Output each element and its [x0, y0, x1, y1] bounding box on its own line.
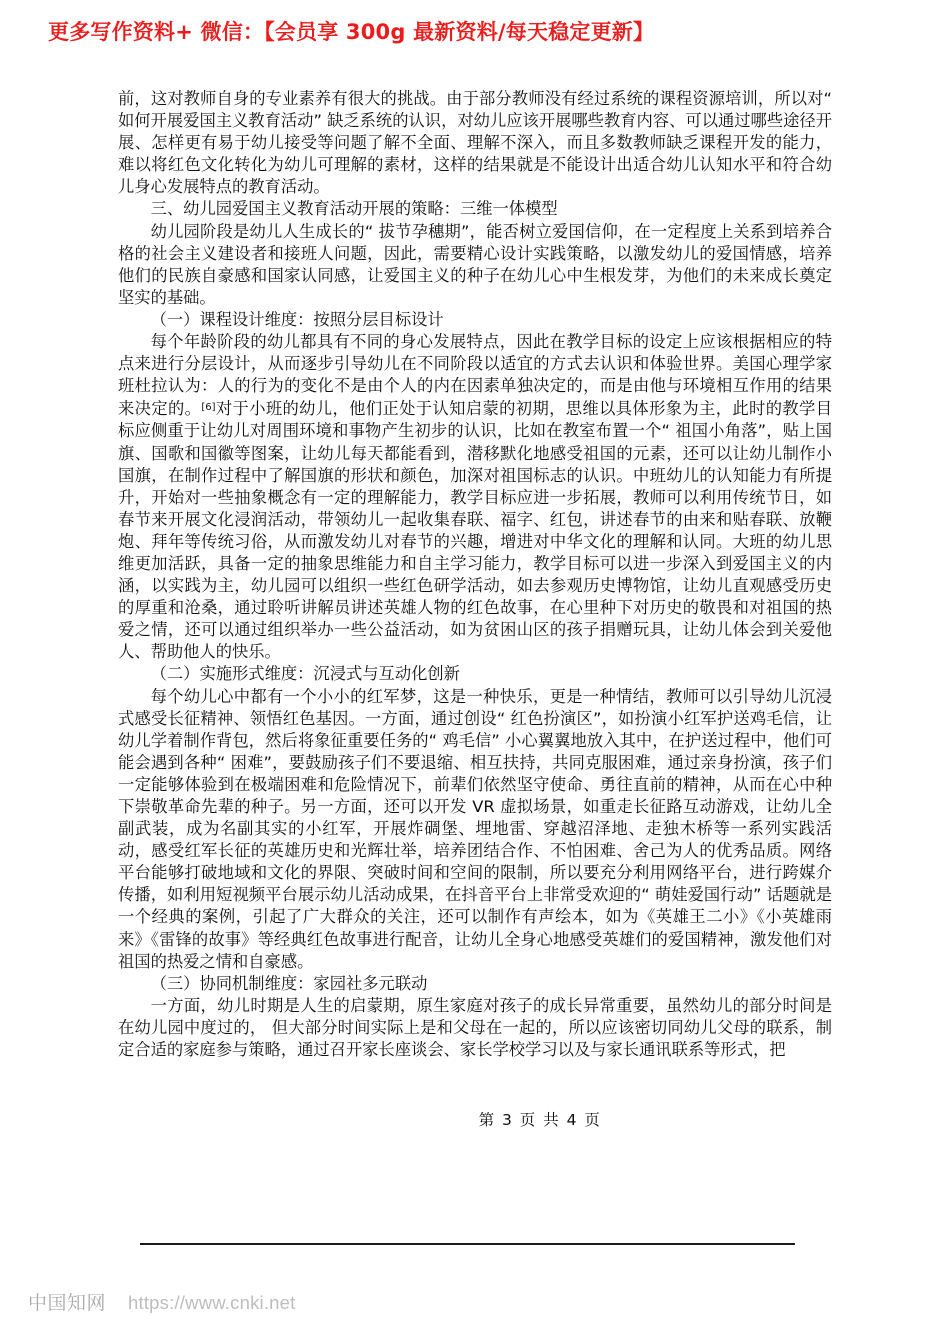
paragraph-implementation-forms: 每个幼儿心中都有一个小小的红军梦，这是一种快乐，更是一种情结，教师可以引导幼儿沉浸式感受长征精神、领悟红色基因。一方面，通过创设“ 红色扮演区”，如扮演小红军护送鸡毛信，让幼儿学着制作背包，然后将象征重要任务的“ 鸡毛信” 小心翼翼地放入其中，在护送过程中，他们可能会遇到各种“ 困难”，要鼓励孩子们不要退缩、相互扶持，共同克服困难，通过亲身扮演，孩子们一定能够体验到在极端困难和危险情况下，前辈们依然坚守使命、勇往直前的精神，从而在心中种下崇敬革命先辈的种子。另一方面，还可以开发 VR 虚拟场景，如重走长征路互动游戏，让幼儿全副武装，成为名副其实的小红军，开展炸碉堡、埋地雷、穿越沼泽地、走独木桥等一系列实践活动，感受红军长征的英雄历史和光辉壮举，培养团结合作、不怕困难、舍己为人的优秀品质。网络平台能够打破地域和文化的界限、突破时间和空间的限制，所以要充分利用网络平台，进行跨媒介传播，如利用短视频平台展示幼儿活动成果，在抖音平台上非常受欢迎的“ 萌娃爱国行动” 话题就是一个经典的案例，引起了广大群众的关注，还可以制作有声绘本，如为《英雄王二小》《小英雄雨来》《雷锋的故事》等经典红色故事进行配音，让幼儿全身心地感受英雄们的爱国精神，激发他们对祖国的热爱之情和自豪感。	[118, 686, 832, 971]
footer-divider	[140, 1243, 795, 1245]
cnki-watermark	[28, 1288, 296, 1315]
page-number: 第 3 页 共 4 页	[478, 1111, 602, 1129]
cnki-url-label: https://www.cnki.net	[128, 1292, 296, 1313]
promo-banner	[48, 14, 908, 48]
promo-banner-text: 更多写作资料+ 微信：【会员享 300g 最新资料/每天稳定更新】	[48, 20, 655, 44]
document-text-body	[118, 88, 832, 1061]
subsection-heading-two: （二）实施形式维度：沉浸式与互动化创新	[150, 664, 460, 684]
subsection-heading-three: （三）协同机制维度：家园社多元联动	[150, 973, 428, 993]
section-heading-three: 三、幼儿园爱国主义教育活动开展的策略：三维一体模型	[150, 199, 558, 219]
paragraph-intro-strategy: 幼儿园阶段是幼儿人生成长的“ 拔节孕穗期”，能否树立爱国信仰，在一定程度上关系到培养合格的社会主义建设者和接班人问题，因此，需要精心设计实践策略，以激发幼儿的爱国情感，培养他们的民族自豪感和国家认同感，让爱国主义的种子在幼儿心中生根发芽，为他们的未来成长奠定坚实的基础。	[118, 221, 832, 307]
citation-marker-6: [6]	[201, 402, 216, 414]
paragraph-curriculum-design	[118, 331, 832, 663]
paragraph-coordination-mechanism: 一方面，幼儿时期是人生的启蒙期，原生家庭对孩子的成长异常重要，虽然幼儿的部分时间是在幼儿园中度过的， 但大部分时间实际上是和父母在一起的，所以应该密切同幼儿父母的联系，制定合适的家庭参与策略，通过召开家长座谈会、家长学校学习以及与家长通讯联系等形式，把	[118, 995, 832, 1060]
paragraph-continuation: 前，这对教师自身的专业素养有很大的挑战。由于部分教师没有经过系统的课程资源培训，所以对“ 如何开展爱国主义教育活动” 缺乏系统的认识，对幼儿应该开展哪些教育内容、可以通过哪些途径开展、怎样更有易于幼儿接受等问题了解不全面、理解不深入，而且多数教师缺乏课程开发的能力，难以将红色文化转化为幼儿可理解的素材，这样的结果就是不能设计出适合幼儿认知水平和符合幼儿身心发展特点的教育活动。	[118, 89, 832, 197]
subsection-heading-one: （一）课程设计维度：按照分层目标设计	[150, 309, 444, 329]
paragraph-text-part-b: 对于小班的幼儿，他们正处于认知启蒙的初期，思维以具体形象为主，此时的教学目标应侧重于让幼儿对周围环境和事物产生初步的认识，比如在教室布置一个“ 祖国小角落”，贴上国旗、国歌和国徽等图案，让幼儿每天都能看到，潜移默化地感受祖国的元素，还可以让幼儿制作小国旗，在制作过程中了解国旗的形状和颜色，加深对祖国标志的认识。中班幼儿的认知能力有所提升，开始对一些抽象概念有一定的理解能力，教学目标应进一步拓展，教师可以利用传统节日，如春节来开展文化浸润活动，带领幼儿一起收集春联、福字、红包，讲述春节的由来和贴春联、放鞭炮、拜年等传统习俗，从而激发幼儿对春节的兴趣，增进对中华文化的理解和认同。大班的幼儿思维更加活跃，具备一定的抽象思维能力和自主学习能力，教学目标可以进一步深入到爱国主义的内涵，以实践为主，幼儿园可以组织一些红色研学活动，如去参观历史博物馆，让幼儿直观感受历史的厚重和沧桑，通过聆听讲解员讲述英雄人物的红色故事，在心里种下对历史的敬畏和对祖国的热爱之情，还可以通过组织举办一些公益活动，如为贫困山区的孩子捐赠玩具，让幼儿体会到关爱他人、帮助他人的快乐。	[118, 399, 832, 662]
paragraph-text-part-a: 每个年龄阶段的幼儿都具有不同的身心发展特点，因此在教学目标的设定上应该根据相应的特点来进行分层设计，从而逐步引导幼儿在不同阶段以适宜的方式去认识和体验世界。美国心理学家班杜拉认为：人的行为的变化不是由个人的内在因素单独决定的，而是由他与环境相互作用的结果来决定的。	[118, 332, 832, 419]
cnki-brand-label: 中国知网	[28, 1292, 107, 1314]
